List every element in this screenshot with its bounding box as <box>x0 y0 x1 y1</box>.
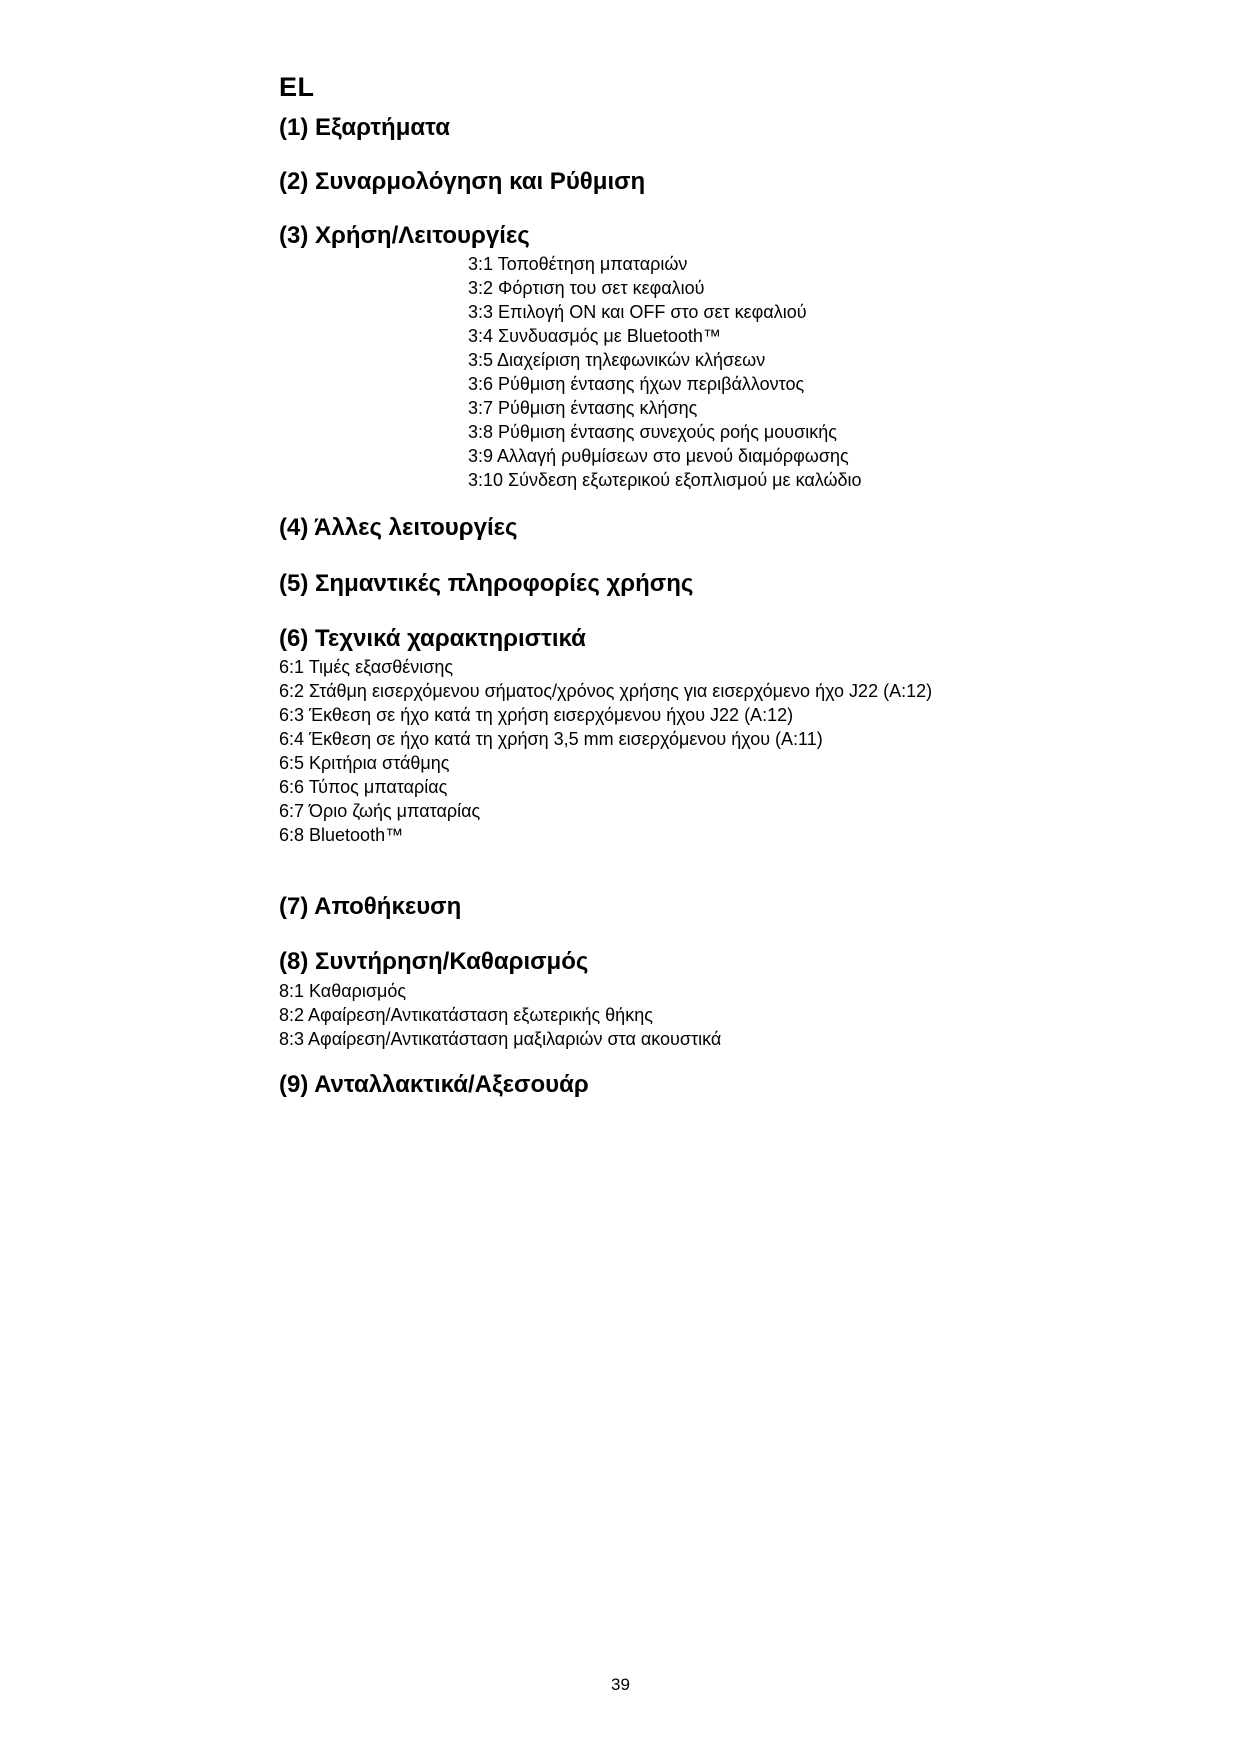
list-item: 6:8 Bluetooth™ <box>279 825 404 845</box>
section-heading-3: (3) Χρήση/Λειτουργίες <box>279 222 530 249</box>
section-heading-1: (1) Εξαρτήματα <box>279 114 450 141</box>
section-6-list <box>279 655 969 847</box>
page-number: 39 <box>611 1675 630 1694</box>
section-heading-7: (7) Αποθήκευση <box>279 893 462 920</box>
list-item: 6:4 Έκθεση σε ήχο κατά τη χρήση 3,5 mm εισερχόμενου ήχου (A:11) <box>279 729 823 749</box>
list-item: 3:8 Ρύθμιση έντασης συνεχούς ροής μουσικής <box>468 422 837 442</box>
list-item: 3:7 Ρύθμιση έντασης κλήσης <box>468 398 698 418</box>
section-heading-5: (5) Σημαντικές πληροφορίες χρήσης <box>279 570 694 597</box>
section-heading-9: (9) Ανταλλακτικά/Αξεσουάρ <box>279 1071 589 1098</box>
list-item: 6:1 Τιμές εξασθένισης <box>279 657 454 677</box>
list-item: 8:2 Αφαίρεση/Αντικατάσταση εξωτερικής θήκης <box>279 1005 653 1025</box>
list-item: 3:3 Επιλογή ON και OFF στο σετ κεφαλιού <box>468 302 807 322</box>
list-item: 6:3 Έκθεση σε ήχο κατά τη χρήση εισερχόμενου ήχου J22 (A:12) <box>279 705 794 725</box>
list-item: 3:1 Τοποθέτηση μπαταριών <box>468 254 688 274</box>
section-heading-6: (6) Τεχνικά χαρακτηριστικά <box>279 625 586 652</box>
list-item: 3:9 Αλλαγή ρυθμίσεων στο μενού διαμόρφωσης <box>468 446 849 466</box>
list-item: 3:10 Σύνδεση εξωτερικού εξοπλισμού με καλώδιο <box>468 470 862 490</box>
list-item: 3:5 Διαχείριση τηλεφωνικών κλήσεων <box>468 350 766 370</box>
section-heading-2: (2) Συναρμολόγηση και Ρύθμιση <box>279 168 646 195</box>
list-item: 6:7 Όριο ζωής μπαταρίας <box>279 801 481 821</box>
section-heading-8: (8) Συντήρηση/Καθαρισμός <box>279 948 589 975</box>
section-heading-4: (4) Άλλες λειτουργίες <box>279 514 518 541</box>
language-code: EL <box>279 72 315 102</box>
list-item: 6:2 Στάθμη εισερχόμενου σήματος/χρόνος χρήσης για εισερχόμενο ήχο J22 (A:12) <box>279 681 933 701</box>
section-8-list <box>279 979 721 1051</box>
section-3-list <box>468 252 862 492</box>
list-item: 3:6 Ρύθμιση έντασης ήχων περιβάλλοντος <box>468 374 805 394</box>
list-item: 6:5 Κριτήρια στάθμης <box>279 753 450 773</box>
list-item: 6:6 Τύπος μπαταρίας <box>279 777 448 797</box>
list-item: 3:2 Φόρτιση του σετ κεφαλιού <box>468 278 705 298</box>
list-item: 3:4 Συνδυασμός με Bluetooth™ <box>468 326 721 346</box>
list-item: 8:1 Καθαρισμός <box>279 981 407 1001</box>
list-item: 8:3 Αφαίρεση/Αντικατάσταση μαξιλαριών στα ακουστικά <box>279 1029 722 1049</box>
